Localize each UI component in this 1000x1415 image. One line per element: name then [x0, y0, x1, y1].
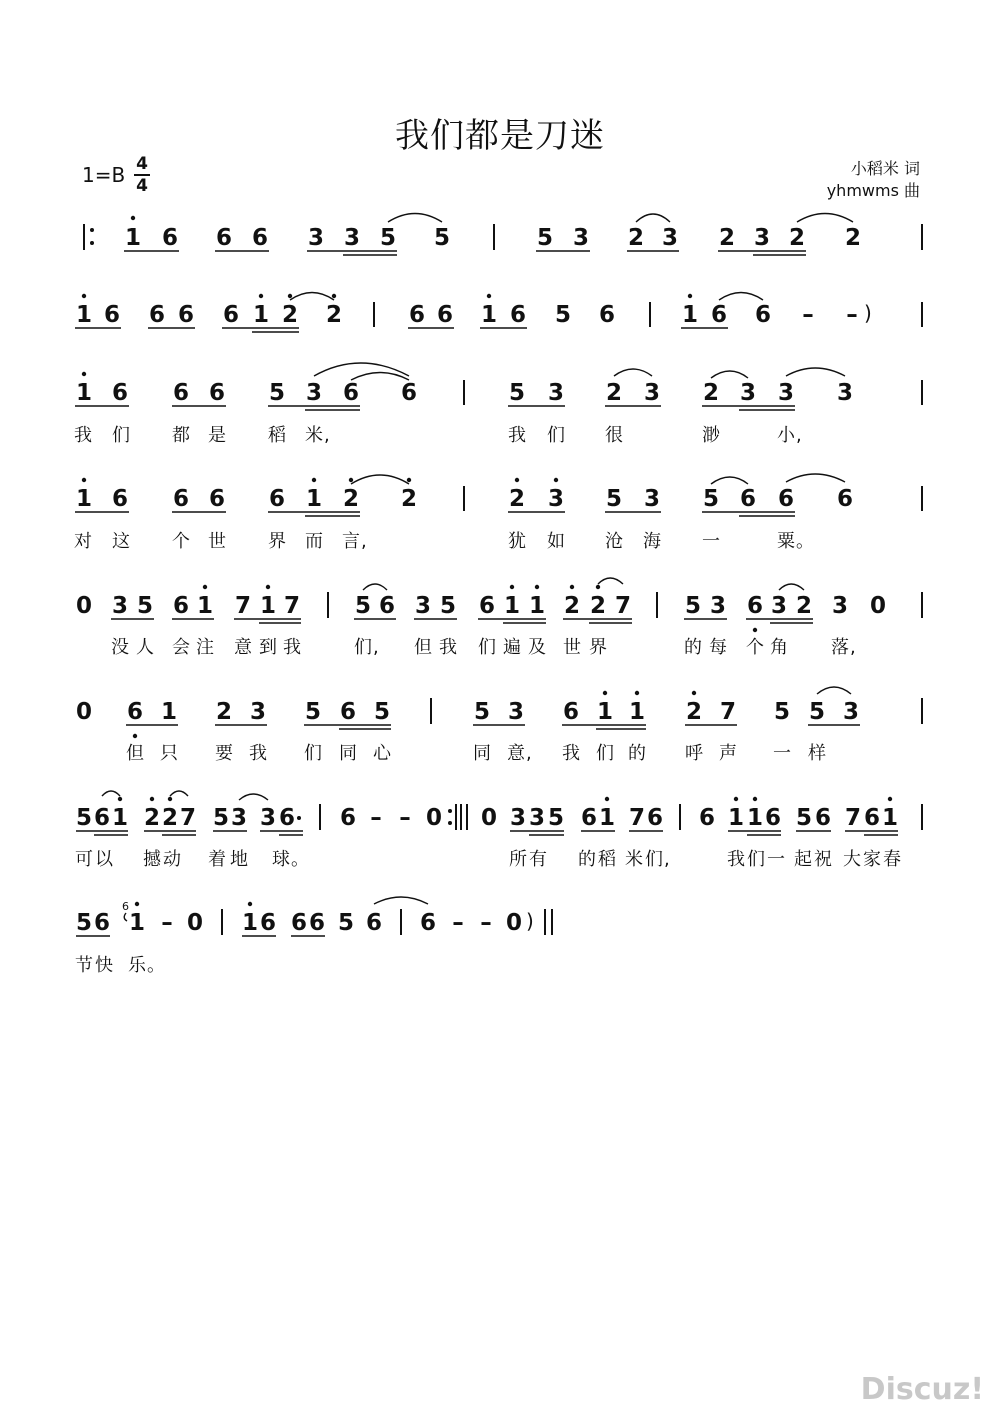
svg-text:2: 2	[718, 225, 736, 251]
svg-text:1: 1	[241, 910, 259, 936]
lyric-char: 及	[528, 637, 547, 658]
lyric-char: 个	[172, 531, 191, 552]
svg-text:3: 3	[547, 380, 565, 406]
svg-text:5: 5	[354, 593, 372, 619]
svg-text:7: 7	[234, 593, 252, 619]
svg-text:1: 1	[259, 593, 277, 619]
lyric-char: 同	[473, 743, 492, 764]
svg-text:3: 3	[507, 699, 525, 725]
svg-text:6: 6	[172, 486, 190, 512]
lyric-char: 我	[249, 743, 268, 764]
svg-text:1: 1	[480, 302, 498, 328]
svg-text:7: 7	[614, 593, 632, 619]
lyric-char: 起	[794, 849, 813, 870]
lyric-char: 如	[547, 531, 566, 552]
lyric-char: 每	[709, 637, 728, 658]
svg-text:0: 0	[505, 910, 523, 936]
lyric-char: 球。	[272, 849, 310, 870]
svg-text:2: 2	[788, 225, 806, 251]
svg-text:6: 6	[378, 593, 396, 619]
lyric-char: 地	[230, 849, 249, 870]
svg-text:1: 1	[881, 805, 899, 831]
svg-text:7: 7	[179, 805, 197, 831]
svg-text:6: 6	[562, 699, 580, 725]
lyric-char: 意,	[507, 743, 533, 764]
svg-text:5: 5	[547, 805, 565, 831]
svg-text:1: 1	[727, 805, 745, 831]
lyric-char: 我	[283, 637, 302, 658]
svg-text:6: 6	[436, 302, 454, 328]
svg-text:–: –	[370, 805, 382, 831]
lyric-char: 没	[111, 637, 130, 658]
svg-text:–: –	[399, 805, 411, 831]
lyric-char: 们	[547, 425, 566, 446]
svg-text:6: 6	[698, 805, 716, 831]
svg-text:6: 6	[222, 302, 240, 328]
svg-text:3: 3	[414, 593, 432, 619]
svg-text:1: 1	[628, 699, 646, 725]
svg-text:5: 5	[268, 380, 286, 406]
svg-text:5: 5	[808, 699, 826, 725]
svg-text:3: 3	[836, 380, 854, 406]
lyric-char: 要	[215, 743, 234, 764]
svg-text:6: 6	[754, 302, 772, 328]
svg-text:3: 3	[709, 593, 727, 619]
svg-text:5: 5	[439, 593, 457, 619]
score-line-8	[76, 897, 552, 936]
svg-text:5: 5	[433, 225, 451, 251]
lyric-char: 只	[160, 743, 179, 764]
svg-text:3: 3	[777, 380, 795, 406]
svg-text:6: 6	[746, 593, 764, 619]
svg-text:6: 6	[161, 225, 179, 251]
lyric-char: 着	[208, 849, 227, 870]
lyric-char: 世	[563, 637, 582, 658]
lyric-char: 渺	[702, 425, 721, 446]
svg-text:6: 6	[342, 380, 360, 406]
svg-text:2: 2	[844, 225, 862, 251]
svg-text:1: 1	[596, 699, 614, 725]
score-line-1	[84, 214, 922, 256]
svg-text:6: 6	[339, 805, 357, 831]
svg-text:3: 3	[842, 699, 860, 725]
svg-text:5: 5	[795, 805, 813, 831]
svg-text:5: 5	[605, 486, 623, 512]
svg-text:6: 6	[268, 486, 286, 512]
svg-text:–: –	[161, 910, 173, 936]
svg-text:3: 3	[643, 486, 661, 512]
lyric-char: 的	[684, 637, 703, 658]
svg-text:2: 2	[563, 593, 581, 619]
lyric-char: 一	[702, 531, 721, 552]
svg-text:0: 0	[75, 699, 93, 725]
key-signature: 1=B	[82, 163, 126, 187]
svg-text:6: 6	[215, 225, 233, 251]
lyric-char: 米	[625, 849, 644, 870]
svg-text:1: 1	[128, 910, 146, 936]
svg-text:6: 6	[646, 805, 664, 831]
svg-text:5: 5	[337, 910, 355, 936]
svg-text:5: 5	[75, 910, 93, 936]
svg-text:5: 5	[75, 805, 93, 831]
svg-text:6: 6	[710, 302, 728, 328]
lyric-char: 撼	[143, 849, 162, 870]
svg-text:6: 6	[290, 910, 308, 936]
svg-text:6: 6	[103, 302, 121, 328]
lyric-char: 祝	[814, 849, 833, 870]
svg-text:6: 6	[172, 380, 190, 406]
svg-text:1: 1	[124, 225, 142, 251]
svg-text:6: 6	[400, 380, 418, 406]
svg-text:0: 0	[425, 805, 443, 831]
svg-text:3: 3	[305, 380, 323, 406]
score-line-3	[75, 363, 922, 410]
svg-text:0: 0	[186, 910, 204, 936]
svg-text:6: 6	[365, 910, 383, 936]
lyricist-credit: 小稻米 词	[850, 159, 920, 178]
svg-text:2: 2	[605, 380, 623, 406]
lyric-char: 声	[719, 743, 738, 764]
svg-text:2: 2	[702, 380, 720, 406]
svg-text:6: 6	[278, 805, 296, 831]
lyric-char: 这	[112, 531, 131, 552]
svg-text:6: 6	[580, 805, 598, 831]
svg-text:5: 5	[684, 593, 702, 619]
lyric-char: 我	[727, 849, 746, 870]
lyric-char: 我	[74, 425, 93, 446]
svg-text:1: 1	[196, 593, 214, 619]
lyric-char: 对	[74, 531, 93, 552]
svg-text:2: 2	[685, 699, 703, 725]
svg-text:1: 1	[75, 302, 93, 328]
svg-text:1: 1	[305, 486, 323, 512]
lyric-char: 都	[172, 425, 191, 446]
svg-text:3: 3	[259, 805, 277, 831]
svg-text:0: 0	[480, 805, 498, 831]
lyric-char: 落,	[831, 637, 857, 658]
lyric-char: 的	[578, 849, 597, 870]
svg-text:2: 2	[589, 593, 607, 619]
svg-text:5: 5	[373, 699, 391, 725]
svg-text:6: 6	[93, 805, 111, 831]
lyric-char: 是	[208, 425, 227, 446]
svg-text:0: 0	[869, 593, 887, 619]
svg-text:7: 7	[844, 805, 862, 831]
svg-text:): )	[864, 301, 872, 325]
svg-text:6: 6	[836, 486, 854, 512]
lyric-char: 我	[562, 743, 581, 764]
svg-text:5: 5	[212, 805, 230, 831]
time-signature-bottom: 4	[136, 176, 148, 196]
svg-text:3: 3	[661, 225, 679, 251]
lyric-char: 到	[259, 637, 278, 658]
svg-text:3: 3	[770, 593, 788, 619]
score-line-2	[75, 293, 922, 333]
svg-text:0: 0	[75, 593, 93, 619]
svg-text:3: 3	[572, 225, 590, 251]
lyric-char: 心	[373, 743, 392, 764]
svg-text:6: 6	[172, 593, 190, 619]
lyric-char: 以	[95, 849, 114, 870]
svg-text:3: 3	[831, 593, 849, 619]
svg-text:1: 1	[160, 699, 178, 725]
svg-text:3: 3	[307, 225, 325, 251]
svg-text:2: 2	[627, 225, 645, 251]
svg-text:6: 6	[598, 302, 616, 328]
svg-text:6: 6	[863, 805, 881, 831]
lyric-char: 而	[305, 531, 324, 552]
svg-text:5: 5	[473, 699, 491, 725]
svg-text:–: –	[802, 302, 814, 328]
svg-text:3: 3	[643, 380, 661, 406]
svg-text:1: 1	[746, 805, 764, 831]
lyric-char: 样	[808, 743, 827, 764]
lyric-char: 粟。	[777, 531, 815, 552]
svg-text:2: 2	[281, 302, 299, 328]
lyric-char: 遍	[503, 637, 522, 658]
svg-text:2: 2	[795, 593, 813, 619]
svg-text:2: 2	[161, 805, 179, 831]
svg-text:6: 6	[509, 302, 527, 328]
svg-text:3: 3	[230, 805, 248, 831]
lyric-char: 但	[414, 637, 433, 658]
lyric-char: 们	[596, 743, 615, 764]
lyric-char: 会	[172, 637, 191, 658]
svg-text:6: 6	[122, 900, 129, 913]
lyric-char: 世	[208, 531, 227, 552]
svg-text:1: 1	[598, 805, 616, 831]
svg-text:1: 1	[503, 593, 521, 619]
svg-text:–: –	[452, 910, 464, 936]
svg-text:7: 7	[628, 805, 646, 831]
svg-text:2: 2	[400, 486, 418, 512]
svg-text:): )	[526, 909, 534, 933]
score-line-4	[75, 474, 922, 516]
lyric-char: 稻	[268, 425, 287, 446]
svg-text:1: 1	[252, 302, 270, 328]
svg-text:6: 6	[764, 805, 782, 831]
lyric-char: 春	[883, 849, 902, 870]
svg-text:3: 3	[528, 805, 546, 831]
lyric-char: 们	[747, 849, 766, 870]
lyric-char: 一	[773, 743, 792, 764]
svg-text:6: 6	[111, 380, 129, 406]
composer-credit: yhmwms 曲	[826, 181, 920, 200]
svg-text:6: 6	[777, 486, 795, 512]
svg-text:2: 2	[342, 486, 360, 512]
lyric-char: 界	[589, 637, 608, 658]
lyric-char: 言,	[342, 531, 368, 552]
svg-text:6: 6	[339, 699, 357, 725]
svg-text:6: 6	[177, 302, 195, 328]
lyric-char: 人	[136, 637, 155, 658]
svg-text:2: 2	[325, 302, 343, 328]
lyric-char: 所	[509, 849, 528, 870]
svg-text:6: 6	[148, 302, 166, 328]
svg-text:5: 5	[773, 699, 791, 725]
svg-text:2: 2	[215, 699, 233, 725]
svg-text:6: 6	[739, 486, 757, 512]
lyric-char: 大	[843, 849, 862, 870]
lyric-char: 沧	[605, 531, 624, 552]
score-line-6	[76, 687, 922, 738]
lyric-char: 一	[767, 849, 786, 870]
svg-text:5: 5	[508, 380, 526, 406]
lyric-char: 意	[234, 637, 253, 658]
lyric-char: 但	[126, 743, 145, 764]
lyric-char: 我	[508, 425, 527, 446]
lyric-char: 个	[746, 637, 765, 658]
lyric-char: 米,	[305, 425, 331, 446]
lyric-char: 家	[863, 849, 882, 870]
lyric-char: 同	[339, 743, 358, 764]
svg-text:1: 1	[528, 593, 546, 619]
svg-text:3: 3	[111, 593, 129, 619]
lyric-char: 注	[196, 637, 215, 658]
svg-text:6: 6	[814, 805, 832, 831]
lyric-char: 海	[643, 531, 662, 552]
svg-text:6: 6	[111, 486, 129, 512]
lyric-char: 呼	[685, 743, 704, 764]
lyric-char: 们,	[645, 849, 671, 870]
svg-text:5: 5	[379, 225, 397, 251]
svg-text:5: 5	[702, 486, 720, 512]
svg-text:5: 5	[136, 593, 154, 619]
svg-text:1: 1	[111, 805, 129, 831]
lyric-char: 快	[95, 955, 114, 976]
svg-text:7: 7	[719, 699, 737, 725]
score-line-7	[76, 791, 922, 835]
lyric-char: 们	[112, 425, 131, 446]
svg-text:3: 3	[343, 225, 361, 251]
svg-text:5: 5	[304, 699, 322, 725]
lyric-char: 有	[529, 849, 548, 870]
svg-text:6: 6	[93, 910, 111, 936]
lyric-char: 犹	[508, 531, 527, 552]
watermark: Discuz!	[860, 1372, 984, 1407]
time-signature-top: 4	[136, 154, 148, 174]
svg-text:6: 6	[126, 699, 144, 725]
lyric-char: 乐。	[128, 955, 166, 976]
lyric-char: 们	[304, 743, 323, 764]
lyric-char: 界	[268, 531, 287, 552]
svg-text:3: 3	[739, 380, 757, 406]
svg-text:3: 3	[547, 486, 565, 512]
svg-text:6: 6	[259, 910, 277, 936]
svg-text:5: 5	[554, 302, 572, 328]
svg-text:2: 2	[143, 805, 161, 831]
lyric-char: 可	[75, 849, 94, 870]
svg-text:1: 1	[75, 380, 93, 406]
lyric-char: 们,	[354, 637, 380, 658]
lyric-char: 动	[163, 849, 182, 870]
lyric-char: 们	[478, 637, 497, 658]
svg-text:6: 6	[478, 593, 496, 619]
svg-text:6: 6	[308, 910, 326, 936]
svg-text:6: 6	[208, 380, 226, 406]
svg-text:7: 7	[283, 593, 301, 619]
lyric-char: 稻	[598, 849, 617, 870]
lyric-char: 角	[770, 637, 789, 658]
svg-text:3: 3	[249, 699, 267, 725]
lyric-char: 小,	[777, 425, 803, 446]
svg-text:5: 5	[536, 225, 554, 251]
page-title: 我们都是刀迷	[395, 116, 605, 156]
score-line-5	[76, 578, 922, 632]
lyric-char: 我	[439, 637, 458, 658]
lyric-char: 很	[605, 425, 624, 446]
svg-text:6: 6	[419, 910, 437, 936]
lyric-char: 的	[628, 743, 647, 764]
svg-text:6: 6	[408, 302, 426, 328]
svg-text:6: 6	[251, 225, 269, 251]
svg-text:–: –	[846, 302, 858, 328]
svg-text:3: 3	[509, 805, 527, 831]
svg-text:–: –	[480, 910, 492, 936]
svg-text:1: 1	[75, 486, 93, 512]
svg-text:3: 3	[753, 225, 771, 251]
svg-text:2: 2	[508, 486, 526, 512]
svg-text:1: 1	[681, 302, 699, 328]
svg-text:6: 6	[208, 486, 226, 512]
lyric-char: 节	[75, 955, 94, 976]
